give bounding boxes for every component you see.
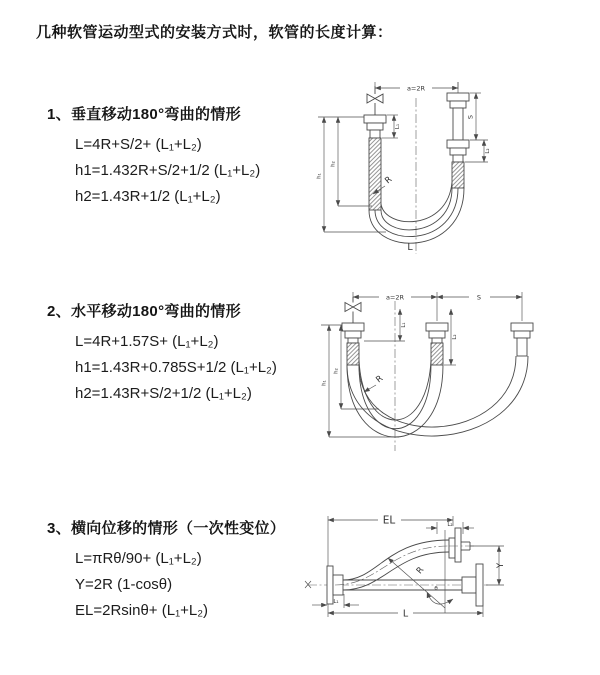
page-title: 几种软管运动型式的安装方式时，软管的长度计算： xyxy=(36,24,393,41)
section-2-formulas xyxy=(75,329,317,407)
upper-flange xyxy=(449,528,476,562)
dimension-l1 xyxy=(312,594,359,608)
formula-y: Y=2R (1-cosθ) xyxy=(75,576,173,593)
section-3 xyxy=(47,517,317,624)
formula-length: L=4R+1.57S+ (L₁+L₂) xyxy=(75,333,219,350)
radius-label: R xyxy=(414,565,427,577)
dim-label-el: EL xyxy=(382,514,396,527)
formula-h1: h1=1.432R+S/2+1/2 (L₁+L₂) xyxy=(75,162,261,179)
formula-el: EL=2Rsinθ+ (L₁+L₂) xyxy=(75,602,209,619)
horizontal-loop-drawing xyxy=(313,283,579,463)
section-2 xyxy=(47,300,317,407)
dim-label-l: L xyxy=(402,608,409,620)
centerline-mark xyxy=(305,581,311,588)
right-fitting xyxy=(511,323,533,356)
dimension-l2 xyxy=(444,309,458,365)
dimension-s xyxy=(467,93,489,140)
dim-label-h2: h₂ xyxy=(330,161,337,167)
formula-h2: h2=1.43R+1/2 (L₁+L₂) xyxy=(75,188,221,205)
angle-construction xyxy=(388,530,453,613)
dim-label-l2: L₂ xyxy=(485,148,491,154)
dim-label-l1: L₁ xyxy=(333,599,339,605)
diagram-lateral-displacement xyxy=(300,500,590,663)
braided-hose-section xyxy=(347,343,359,365)
formula-length: L=πRθ/90+ (L₁+L₂) xyxy=(75,550,202,567)
dim-label-l2: L₂ xyxy=(447,522,453,528)
right-flange xyxy=(462,564,483,606)
diagram-vertical-loop xyxy=(310,72,568,265)
section-3-heading: 3、横向位移的情形（一次性变位） xyxy=(47,520,286,537)
dimension-h2 xyxy=(331,117,373,206)
braided-hose-section xyxy=(369,138,381,210)
dim-label-l1: L₁ xyxy=(401,322,407,328)
radius-leader xyxy=(364,374,385,392)
dim-label-h2: h₂ xyxy=(333,368,340,374)
valve-icon xyxy=(367,86,383,115)
middle-fitting xyxy=(426,323,448,365)
formula-h1: h1=1.43R+0.785S+1/2 (L₁+L₂) xyxy=(75,359,277,376)
hose-loops xyxy=(347,356,528,437)
right-fitting xyxy=(447,82,469,188)
diagram-horizontal-loop xyxy=(313,283,579,468)
dim-label-s: S xyxy=(476,293,482,302)
dim-label-h1: h₁ xyxy=(316,173,323,179)
braided-hose-section xyxy=(452,162,464,188)
section-1 xyxy=(47,103,317,210)
length-label: L xyxy=(407,242,413,253)
dim-label-s: S xyxy=(466,114,475,120)
dimension-s xyxy=(437,292,522,321)
section-1-heading: 1、垂直移动180°弯曲的情形 xyxy=(47,106,241,123)
dimension-l1 xyxy=(364,309,407,341)
angle-label: θ xyxy=(434,586,438,592)
dim-label-y: Y xyxy=(496,562,506,569)
left-fitting xyxy=(342,323,364,365)
section-3-formulas xyxy=(75,546,317,624)
left-fitting xyxy=(364,115,386,210)
lateral-displacement-drawing xyxy=(300,500,590,658)
vertical-loop-drawing xyxy=(310,72,568,260)
formula-length: L=4R+S/2+ (L₁+L₂) xyxy=(75,136,202,153)
hose-curve xyxy=(335,540,449,590)
formula-h2: h2=1.43R+S/2+1/2 (L₁+L₂) xyxy=(75,385,252,402)
braided-hose-section xyxy=(431,343,443,365)
valve-icon xyxy=(345,297,361,323)
radius-label: R xyxy=(383,174,395,187)
dimension-l2 xyxy=(426,522,474,534)
dim-label-a2r: a=2R xyxy=(406,84,426,93)
dim-label-l1: L₁ xyxy=(395,123,401,130)
dim-label-a2r: a=2R xyxy=(385,293,405,302)
dimension-el xyxy=(328,515,453,567)
dim-label-h1: h₁ xyxy=(321,380,328,386)
dimension-l xyxy=(328,604,483,620)
dimension-a-2r xyxy=(375,82,458,93)
section-2-heading: 2、水平移动180°弯曲的情形 xyxy=(47,303,241,320)
section-1-formulas xyxy=(75,132,317,210)
dim-label-l2: L₂ xyxy=(452,334,458,340)
hose-loop xyxy=(369,182,464,243)
radius-label: R xyxy=(374,373,386,386)
